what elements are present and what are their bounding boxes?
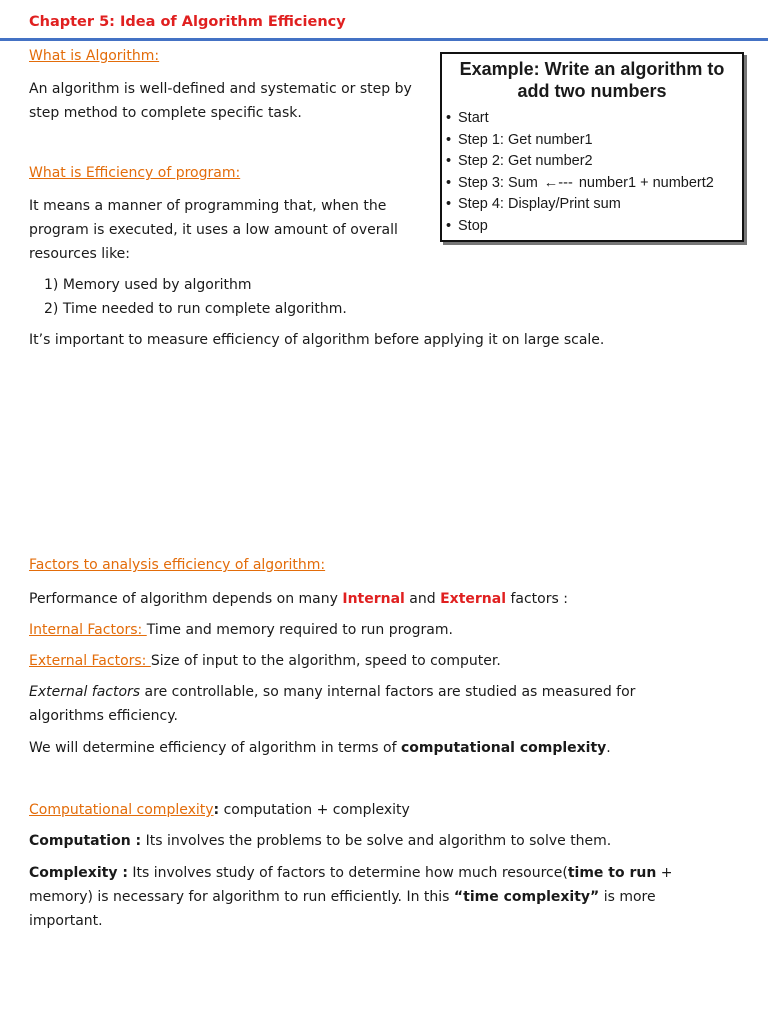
controllable-text: External factors are controllable, so many internal factors are studied as measured for algorithms efficiency. [29,684,636,724]
efficiency-note: It’s important to measure efficiency of algorithm before applying it on large scale. [29,332,605,348]
bullet-icon: • [446,217,452,234]
list-item: 1) Memory used by algorithm [44,277,252,293]
list-item: • Start [446,108,742,130]
factors-heading: Factors to analysis efficiency of algorithm: [29,557,326,573]
internal-factors-label: Internal Factors: [29,622,147,638]
list-item: 2) Time needed to run complete algorithm. [44,301,347,317]
internal-factors: Internal Factors: Time and memory required to run program. [29,622,453,638]
complexity-heading: Computational complexity [29,802,214,818]
page-title: Chapter 5: Idea of Algorithm Efficiency [29,14,346,30]
list-item: • Step 1: Get number1 [446,130,742,152]
efficiency-text: It means a manner of programming that, when the program is executed, it uses a low amount of overall resources like: [29,198,398,262]
external-word: External [440,591,506,607]
list-number: 1) [44,277,59,293]
performance-text: Performance of algorithm depends on many Internal and External factors : [29,591,568,607]
resource-list [44,273,347,321]
bullet-icon: • [446,110,452,126]
list-item: • Step 2: Get number2 [446,151,742,173]
list-number: 2) [44,301,59,317]
bullet-icon: • [446,153,452,169]
bullet-icon: • [446,131,452,148]
list-item: • Step 4: Display/Print sum [446,194,742,216]
external-factors: External Factors: Size of input to the algorithm, speed to computer. [29,653,501,669]
example-steps [442,108,742,237]
computation-definition: Computation : Its involves the problems to be solve and algorithm to solve them. [29,833,612,849]
determine-text: We will determine efficiency of algorithm in terms of computational complexity. [29,740,611,756]
title-rule [0,38,768,41]
algorithm-text: An algorithm is well-defined and systematic or step by step method to complete specific task. [29,81,412,121]
efficiency-heading: What is Efficiency of program: [29,165,241,181]
example-box-title: Example: Write an algorithm to add two numbers [459,59,725,101]
left-arrow-icon: ←--- [543,174,573,191]
internal-word: Internal [342,591,405,607]
bullet-icon: • [446,174,452,191]
example-box [440,52,744,242]
algorithm-heading: What is Algorithm: [29,48,160,64]
external-factors-label: External Factors: [29,653,151,669]
bullet-icon: • [446,196,452,212]
list-item: • Step 3: Sum ←--- number1 + numbert2 [446,173,742,195]
complexity-heading-line: Computational complexity: computation + complexity [29,802,410,818]
complexity-definition: Complexity : Its involves study of factors to determine how much resource(time to run + memory) is necessary for algorithm to run efficiently. In this “time complexity” is more important. [29,865,673,929]
list-item: • Stop [446,216,742,238]
